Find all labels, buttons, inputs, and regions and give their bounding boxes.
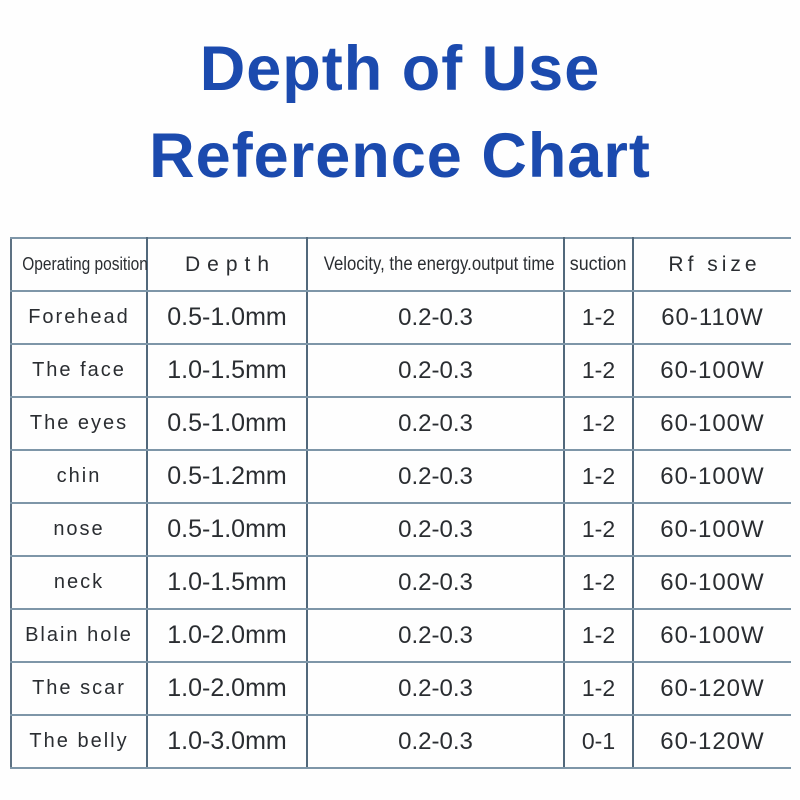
table-cell: 0.2-0.3 bbox=[307, 556, 564, 609]
table-cell: The belly bbox=[11, 715, 147, 768]
header-row bbox=[11, 238, 791, 291]
table-row bbox=[11, 556, 791, 609]
table-row bbox=[11, 715, 791, 768]
table-cell: 0.2-0.3 bbox=[307, 503, 564, 556]
table-cell: 60-100W bbox=[633, 503, 791, 556]
page-title bbox=[0, 26, 800, 200]
table-cell: 1-2 bbox=[564, 344, 633, 397]
table-body bbox=[11, 291, 791, 768]
header-cell-3 bbox=[564, 238, 633, 291]
table-cell: 60-120W bbox=[633, 715, 791, 768]
header-cell-label: Operating position bbox=[22, 254, 148, 274]
table-cell: 0.2-0.3 bbox=[307, 291, 564, 344]
header-cell-label: Rf size bbox=[668, 252, 761, 276]
table-cell: 0.2-0.3 bbox=[307, 715, 564, 768]
table-row bbox=[11, 662, 791, 715]
header-cell-0 bbox=[11, 238, 147, 291]
table-cell: 1.0-1.5mm bbox=[147, 344, 307, 397]
table-cell: 1-2 bbox=[564, 397, 633, 450]
table-cell: 60-100W bbox=[633, 397, 791, 450]
table-cell: 1-2 bbox=[564, 291, 633, 344]
table-row bbox=[11, 503, 791, 556]
table-cell: 0-1 bbox=[564, 715, 633, 768]
table-cell: 60-120W bbox=[633, 662, 791, 715]
table-cell: 60-100W bbox=[633, 609, 791, 662]
header-cell-label: Velocity, the energy.output time bbox=[323, 253, 555, 275]
table-cell: 1.0-3.0mm bbox=[147, 715, 307, 768]
header-cell-label: Depth bbox=[184, 252, 277, 276]
table-cell: 0.5-1.2mm bbox=[147, 450, 307, 503]
table-cell: 0.5-1.0mm bbox=[147, 397, 307, 450]
table-row bbox=[11, 450, 791, 503]
header-cell-label: suction bbox=[570, 253, 627, 275]
table-cell: 0.2-0.3 bbox=[307, 450, 564, 503]
table-cell: 1-2 bbox=[564, 503, 633, 556]
table-row bbox=[11, 344, 791, 397]
table-cell: 1-2 bbox=[564, 450, 633, 503]
table-cell: 60-100W bbox=[633, 344, 791, 397]
table-cell: Blain hole bbox=[11, 609, 147, 662]
title-line-2: Reference Chart bbox=[149, 121, 651, 191]
table-cell: 0.2-0.3 bbox=[307, 662, 564, 715]
table-cell: The scar bbox=[11, 662, 147, 715]
table-cell: 0.2-0.3 bbox=[307, 397, 564, 450]
header-cell-2 bbox=[307, 238, 564, 291]
table-cell: 0.2-0.3 bbox=[307, 609, 564, 662]
table-cell: Forehead bbox=[11, 291, 147, 344]
table-cell: 1.0-2.0mm bbox=[147, 662, 307, 715]
header-cell-1 bbox=[147, 238, 307, 291]
table-row bbox=[11, 291, 791, 344]
table-cell: 0.2-0.3 bbox=[307, 344, 564, 397]
table-cell: 60-110W bbox=[633, 291, 791, 344]
table-row bbox=[11, 397, 791, 450]
table-cell: The face bbox=[11, 344, 147, 397]
table-cell: 0.5-1.0mm bbox=[147, 291, 307, 344]
table-cell: 1-2 bbox=[564, 662, 633, 715]
table-cell: 1-2 bbox=[564, 609, 633, 662]
reference-table bbox=[10, 237, 791, 769]
table-cell: neck bbox=[11, 556, 147, 609]
table-cell: 60-100W bbox=[633, 450, 791, 503]
table-cell: 1-2 bbox=[564, 556, 633, 609]
table-row bbox=[11, 609, 791, 662]
table-cell: chin bbox=[11, 450, 147, 503]
table-cell: 1.0-2.0mm bbox=[147, 609, 307, 662]
table-cell: nose bbox=[11, 503, 147, 556]
table-cell: 60-100W bbox=[633, 556, 791, 609]
table-cell: 0.5-1.0mm bbox=[147, 503, 307, 556]
header-cell-4 bbox=[633, 238, 791, 291]
table-cell: The eyes bbox=[11, 397, 147, 450]
title-line-1: Depth of Use bbox=[199, 34, 601, 104]
table-cell: 1.0-1.5mm bbox=[147, 556, 307, 609]
